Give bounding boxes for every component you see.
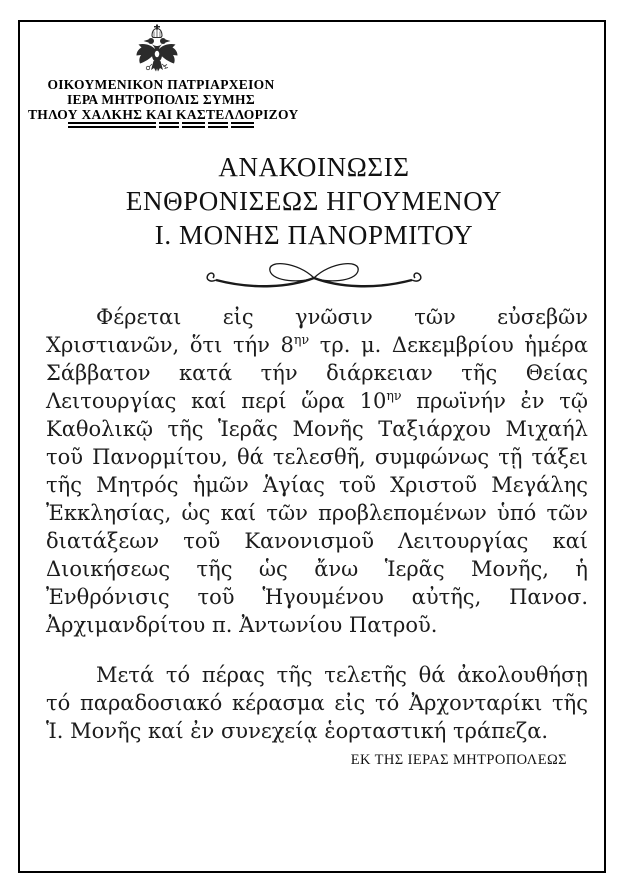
double-rule-segment [68, 122, 156, 128]
document-title [20, 150, 608, 252]
letterhead-line-region: ΤΗΛΟΥ ΧΑΛΚΗΣ ΚΑΙ ΚΑΣΤΕΛΛΟΡΙΖΟΥ [28, 107, 299, 122]
letterhead-line-metropolis: ΙΕΡΑ ΜΗΤΡΟΠΟΛΙΣ ΣΥΜΗΣ [67, 92, 255, 107]
double-rule-segment [208, 122, 228, 128]
letterhead [28, 77, 299, 122]
signature-line: ΕΚ ΤΗΣ ΙΕΡΑΣ ΜΗΤΡΟΠΟΛΕΩΣ [350, 752, 567, 768]
announcement-paragraph-2: Μετά τό πέρας τῆς τελετῆς θά ἀκολουθήσῃ τό παραδοσιακό κέρασμα εἰς τό Ἀρχονταρίκι τῆς Ἱ. Μονῆς καί ἐν συνεχείᾳ ἑορταστική τράπεζα. [46, 663, 588, 743]
double-rule-segment [159, 122, 179, 128]
double-rule-segment [182, 122, 205, 128]
announcement-paragraph-1: Φέρεται εἰς γνῶσιν τῶν εὐσεβῶν Χριστιανῶν, ὅτι τήν $8^{\eta\nu}$ τρ. μ. Δεκεμβρίου ἡμέρα Σάββατον κατά τήν διάρκειαν τῆς Θείας Λειτουργίας καί περί ὥρα $10^{\eta\nu}$ πρωϊνήν ἐν τῷ Καθολικῷ τῆς Ἱερᾶς Μονῆς Ταξιάρχου Μιχαήλ τοῦ Πανορμίτου, θά τελεσθῆ, συμφώνως τῇ τάξει τῆς Μητρός ἡμῶν Ἁγίας τοῦ Χριστοῦ Μεγάλης Ἐκκλησίας, ὡς καί τῶν προβλεπομένων ὑπό τῶν διατάξεων τοῦ Κανονισμοῦ Λειτουργίας καί Διοικήσεως τῆς ὡς ἄνω Ἱερᾶς Μονῆς, ἡ Ἐνθρόνισις τοῦ Ἡγουμένου αὐτῆς, Πανοσ. Ἀρχιμανδρίτου π. Ἀντωνίου Πατροῦ. [46, 305, 588, 637]
title-line-3: Ι. ΜΟΝΗΣ ΠΑΝΟΡΜΙΤΟΥ [154, 220, 474, 250]
title-line-2: ΕΝΘΡΟΝΙΣΕΩΣ ΗΓΟΥΜΕΝΟΥ [125, 186, 503, 216]
double-rule-segment [231, 122, 254, 128]
document-body [46, 303, 588, 767]
double-headed-eagle-icon [132, 23, 182, 75]
double-rule-divider [68, 122, 254, 128]
letterhead-line-patriarchate: ΟΙΚΟΥΜΕΝΙΚΟΝ ΠΑΤΡΙΑΡΧΕΙΟΝ [47, 77, 275, 92]
title-line-1: ΑΝΑΚΟΙΝΩΣΙΣ [218, 152, 410, 182]
calligraphic-flourish-icon [204, 250, 424, 294]
